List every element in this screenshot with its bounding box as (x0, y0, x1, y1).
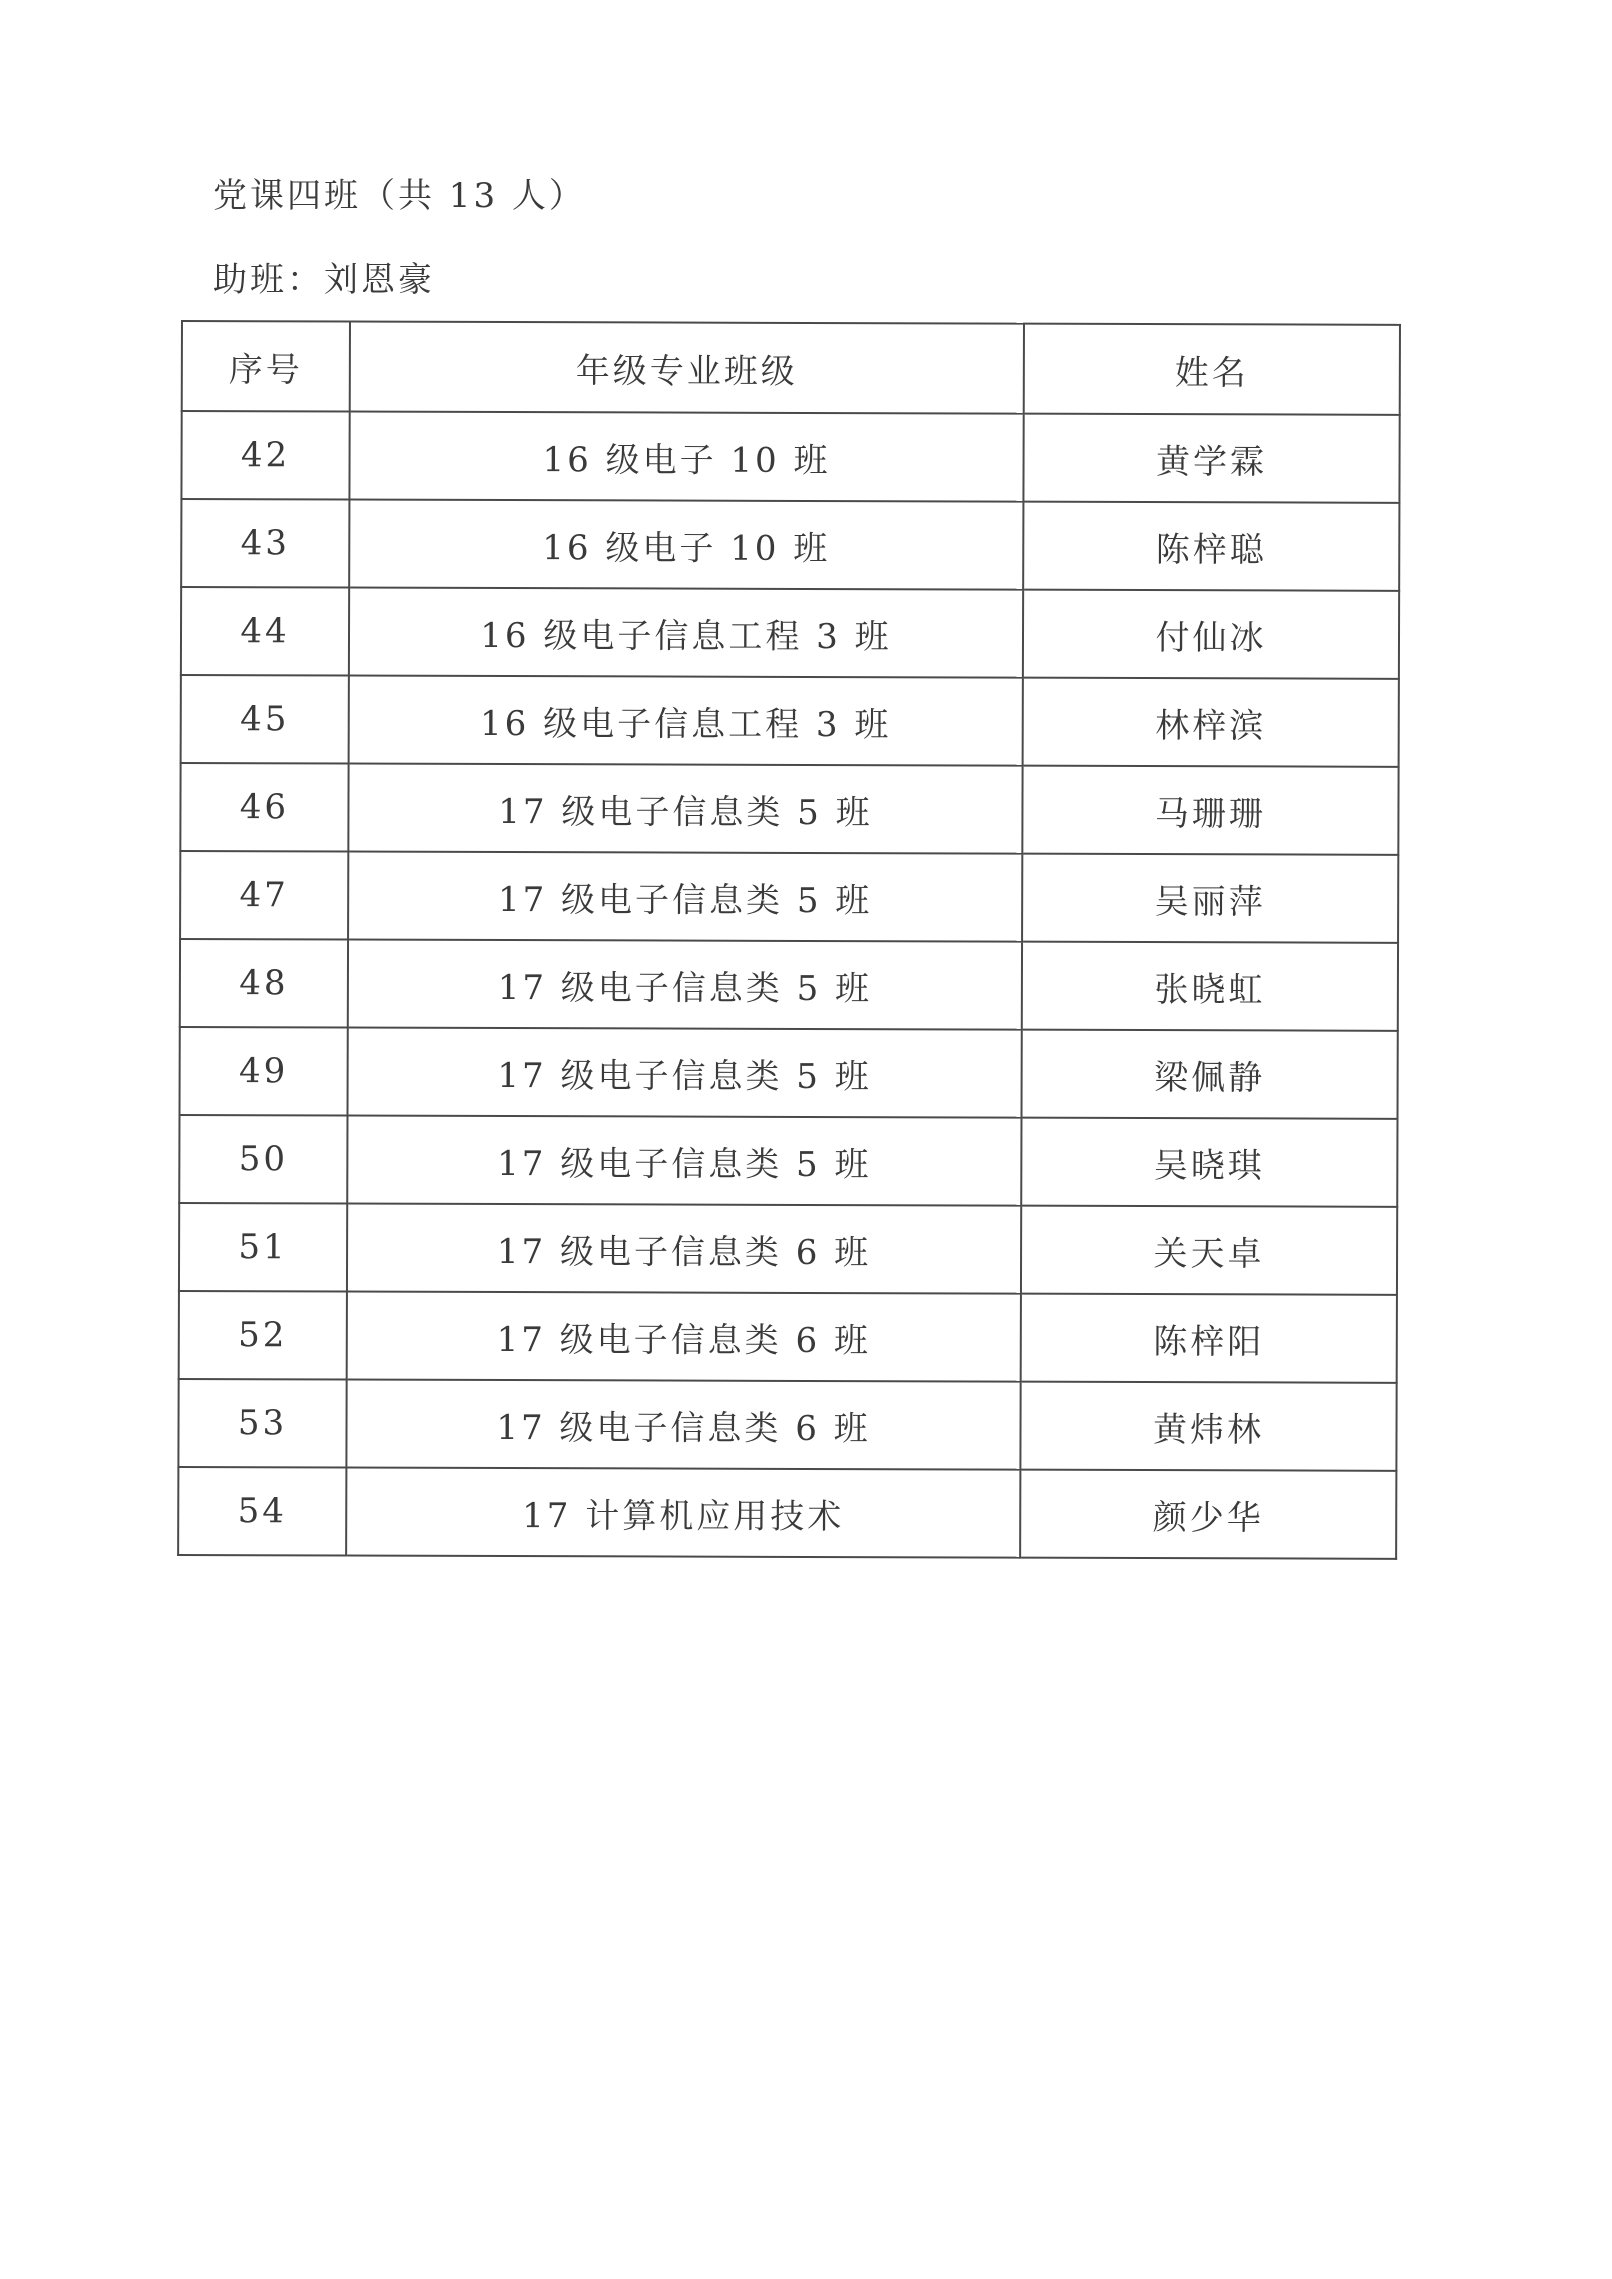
row-number: 45 (181, 675, 349, 764)
row-number: 51 (179, 1203, 347, 1292)
table-row (178, 1467, 1396, 1559)
row-class: 17 级电子信息类 5 班 (348, 764, 1022, 854)
row-number: 50 (179, 1115, 347, 1204)
row-class: 17 级电子信息类 5 班 (347, 1116, 1021, 1206)
roster-table (177, 320, 1401, 1560)
row-number: 49 (180, 1027, 348, 1116)
row-name: 黄炜林 (1020, 1382, 1396, 1471)
header-class: 年级专业班级 (350, 322, 1024, 414)
row-class: 16 级电子 10 班 (349, 412, 1023, 502)
table-header-row (182, 321, 1400, 415)
row-class: 16 级电子信息工程 3 班 (349, 676, 1023, 766)
table-row (180, 763, 1398, 855)
row-name: 陈梓聪 (1023, 502, 1399, 591)
row-class: 16 级电子信息工程 3 班 (349, 588, 1023, 678)
table-row (180, 1027, 1398, 1119)
page-title: 党课四班（共 13 人） (213, 176, 586, 216)
row-name: 颜少华 (1020, 1470, 1396, 1559)
row-name: 黄学霖 (1023, 414, 1399, 503)
row-number: 53 (178, 1379, 346, 1468)
row-name: 吴晓琪 (1021, 1118, 1397, 1207)
row-class: 17 级电子信息类 6 班 (346, 1380, 1020, 1470)
row-name: 梁佩静 (1021, 1030, 1397, 1119)
row-class: 17 级电子信息类 6 班 (347, 1204, 1021, 1294)
row-number: 48 (180, 939, 348, 1028)
header-name: 姓名 (1024, 324, 1400, 415)
row-class: 17 级电子信息类 6 班 (347, 1292, 1021, 1382)
row-number: 54 (178, 1467, 346, 1556)
table-row (181, 499, 1399, 591)
row-name: 张晓虹 (1022, 942, 1398, 1031)
row-number: 43 (181, 499, 349, 588)
table-row (179, 1115, 1397, 1207)
row-name: 关天卓 (1021, 1206, 1397, 1295)
table-row (179, 1203, 1397, 1295)
row-class: 16 级电子 10 班 (349, 500, 1023, 590)
table-row (181, 587, 1399, 679)
assistant-line: 助班：刘恩豪 (213, 260, 435, 300)
row-class: 17 级电子信息类 5 班 (348, 1028, 1022, 1118)
row-number: 46 (180, 763, 348, 852)
row-name: 吴丽萍 (1022, 854, 1398, 943)
row-name: 马珊珊 (1022, 766, 1398, 855)
row-number: 42 (181, 411, 349, 500)
row-class: 17 级电子信息类 5 班 (348, 852, 1022, 942)
row-number: 52 (179, 1291, 347, 1380)
row-name: 付仙冰 (1023, 590, 1399, 679)
row-name: 陈梓阳 (1021, 1294, 1397, 1383)
table-row (178, 1379, 1396, 1471)
header-number: 序号 (182, 321, 350, 412)
table-row (179, 1291, 1397, 1383)
table-row (180, 851, 1398, 943)
row-class: 17 计算机应用技术 (346, 1468, 1020, 1558)
table-row (180, 939, 1398, 1031)
row-number: 47 (180, 851, 348, 940)
table-row (181, 411, 1399, 503)
row-number: 44 (181, 587, 349, 676)
row-name: 林梓滨 (1023, 678, 1399, 767)
row-class: 17 级电子信息类 5 班 (348, 940, 1022, 1030)
table-row (181, 675, 1399, 767)
